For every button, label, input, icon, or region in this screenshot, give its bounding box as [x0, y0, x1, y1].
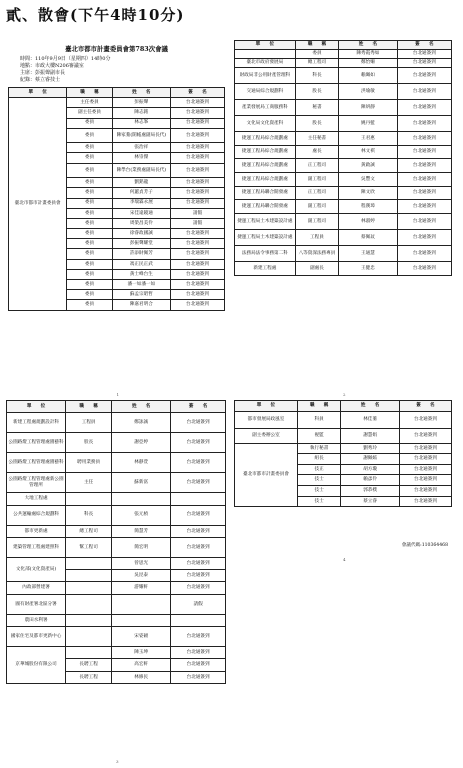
table-row — [7, 614, 226, 626]
col-title: 職 稱 — [295, 41, 338, 50]
table-cell — [66, 594, 112, 614]
table-row — [7, 525, 226, 537]
table-cell: 周榮昌美伶 — [112, 218, 170, 228]
attendance-table — [234, 400, 452, 507]
table-cell: 科長 — [66, 505, 112, 525]
table-row — [235, 246, 452, 262]
table-cell: 八等資深法務專員 — [295, 246, 338, 262]
col-sign: 簽 名 — [399, 401, 451, 412]
table-cell: 台北通簽到 — [397, 200, 451, 214]
table-cell: 文化部(文化資產局) — [7, 557, 66, 582]
table-cell: 台北通簽到 — [397, 50, 451, 59]
table-cell: 請假 — [170, 218, 224, 228]
table-cell: 委員 — [67, 208, 112, 218]
table-cell: 科員 — [297, 411, 340, 428]
col-sign: 簽 名 — [397, 41, 451, 50]
table-cell: 委員 — [67, 178, 112, 188]
table-cell: 臺北市都市計畫委員會 — [235, 443, 298, 507]
table-cell: 建築管理工程處建照科 — [7, 537, 66, 557]
table-cell: 台北通簽到 — [171, 570, 226, 582]
table-header — [235, 401, 452, 412]
table-cell: 王健忠 — [339, 262, 398, 276]
table-cell: 產業發展局工商服務科 — [235, 100, 296, 116]
table-cell: 台北通簽到 — [171, 525, 226, 537]
table-cell: 張治祥 — [112, 143, 170, 153]
table-cell: 委員 — [67, 280, 112, 290]
table-cell: 台北通簽到 — [170, 178, 224, 188]
table-cell: 農田水利署 — [7, 614, 66, 626]
table-cell: 台北通簽到 — [170, 280, 224, 290]
table-cell: 曾思光 — [112, 557, 171, 569]
table-cell: 陳秀霞秀如 — [339, 50, 398, 59]
table-cell: 主任委員 — [67, 98, 112, 108]
table-cell: 文化局文化資產科 — [235, 116, 296, 132]
table-cell: 台北通簽到 — [397, 173, 451, 187]
table-cell: 委員 — [67, 218, 112, 228]
table-cell: 林淑婷 — [339, 214, 398, 230]
table-cell: 台北通簽到 — [397, 262, 451, 276]
table-row — [235, 159, 452, 173]
table-cell: 副處長 — [295, 262, 338, 276]
table-cell: 郭恭樸 — [341, 485, 400, 496]
table-cell: 副主任委員 — [67, 108, 112, 118]
table-cell: 馮正民正武 — [112, 259, 170, 269]
table-cell: 許添財佩芳 — [112, 249, 170, 259]
page-number: 2 — [343, 392, 346, 397]
table-header — [235, 41, 452, 50]
table-cell: 台北通簽到 — [170, 229, 224, 239]
table-cell: 台北通簽到 — [397, 84, 451, 100]
table-cell: 公園路燈工程管理處園藝科 — [7, 453, 66, 473]
table-row — [235, 116, 452, 132]
table-cell: 捷運工程局土木建築設計處 — [235, 214, 296, 230]
table-cell: 台北通簽到 — [399, 485, 451, 496]
table-cell: 委員 — [67, 249, 112, 259]
table-cell: 蔡佩玟 — [339, 230, 398, 246]
table-cell: 林佳蓁 — [341, 411, 400, 428]
table-cell: 簡慧芳 — [112, 525, 171, 537]
table-cell: 台北通簽到 — [397, 186, 451, 200]
table-cell: 長聘工程 — [66, 671, 112, 683]
table-cell: 台北通簽到 — [170, 259, 224, 269]
table-cell: 副工程司 — [295, 173, 338, 187]
table-cell: 王通慧 — [339, 246, 398, 262]
table-cell: 游耀軒 — [112, 582, 171, 594]
table-cell: 公園路燈工程管理處新公園管理所 — [7, 473, 66, 493]
col-title: 職 稱 — [67, 88, 112, 98]
table-cell: 潘一如潘一如 — [112, 280, 170, 290]
table-row — [235, 84, 452, 100]
table-cell: 台北通簽到 — [170, 188, 224, 198]
table-cell: 委員 — [67, 118, 112, 128]
table-cell: 組長 — [297, 454, 340, 465]
table-cell: 台北通簽到 — [171, 671, 226, 683]
attendance-table — [8, 87, 225, 311]
table-row — [7, 582, 226, 594]
table-cell: 彭振聲 — [112, 98, 170, 108]
table-cell: 委員 — [295, 50, 338, 59]
table-cell: 幫工程司 — [66, 537, 112, 557]
table-row — [7, 557, 226, 569]
table-cell: 股長 — [295, 116, 338, 132]
table-cell: 委員 — [67, 300, 112, 310]
table-cell: 陳妍靜 — [339, 100, 398, 116]
table-cell: 台北通簽到 — [171, 647, 226, 659]
table-cell: 請假 — [171, 594, 226, 614]
attendance-page-4 — [234, 400, 452, 560]
table-cell: 宋姿穎 — [112, 627, 171, 647]
table-row — [235, 230, 452, 246]
table-cell: 簡宏明 — [112, 537, 171, 557]
table-cell: 台北通簽到 — [397, 214, 451, 230]
table-cell: 委員 — [67, 128, 112, 143]
table-row — [235, 68, 452, 84]
col-name: 姓 名 — [339, 41, 398, 50]
table-cell: 台北通簽到 — [171, 453, 226, 473]
table-cell: 台北通簽到 — [171, 413, 226, 433]
table-cell — [66, 582, 112, 594]
table-cell: 台北通簽到 — [171, 627, 226, 647]
table-cell: 蘇新富 — [112, 473, 171, 493]
table-cell: 臺北市政府發展局 — [235, 59, 296, 68]
page-heading: 貳、散會(下午4時10分) — [6, 6, 185, 24]
table-cell — [66, 614, 112, 626]
table-cell: 林修民 — [112, 671, 171, 683]
page-number: 4 — [343, 557, 346, 562]
table-cell: 台北通簽到 — [397, 100, 451, 116]
meeting-meta — [20, 56, 225, 84]
table-cell: 洪瑜敏 — [339, 84, 398, 100]
attendance-page-2 — [234, 40, 452, 395]
table-cell: 捷運工程局聯合開發處 — [235, 186, 296, 200]
table-cell: 工程員 — [66, 413, 112, 433]
table-cell: 黃士峰台生 — [112, 269, 170, 279]
col-unit: 單 位 — [235, 401, 298, 412]
meeting-title: 臺北市都市計畫委員會第783次會議 — [65, 45, 168, 53]
table-cell: 台北通簽到 — [397, 68, 451, 84]
table-cell: 台北通簽到 — [170, 118, 224, 128]
table-row — [235, 50, 452, 59]
table-cell: 都市發展局政風室 — [235, 411, 298, 428]
table-row — [235, 411, 452, 428]
table-cell: 副工程司 — [295, 214, 338, 230]
table-cell — [112, 594, 171, 614]
table-cell: 臺北市都市計畫委員會 — [9, 98, 67, 310]
col-name: 姓 名 — [112, 401, 171, 413]
table-cell: 處長 — [295, 145, 338, 159]
table-cell: 新建工程處規劃設計科 — [7, 413, 66, 433]
table-row — [235, 443, 452, 454]
table-cell: 執行秘書 — [297, 443, 340, 454]
table-cell: 長聘工程 — [66, 659, 112, 671]
table-cell: 技士 — [297, 475, 340, 486]
table-cell: 林文祺 — [339, 145, 398, 159]
table-row — [235, 186, 452, 200]
table-cell — [171, 493, 226, 505]
table-cell: 台北通簽到 — [171, 537, 226, 557]
col-unit: 單 位 — [7, 401, 66, 413]
col-unit: 單 位 — [235, 41, 296, 50]
table-cell: 台北通簽到 — [399, 496, 451, 507]
table-cell: 陳玉坤 — [112, 647, 171, 659]
table-cell: 林靜萱 — [112, 453, 171, 473]
table-row — [7, 413, 226, 433]
table-cell — [66, 647, 112, 659]
col-name: 姓 名 — [112, 88, 170, 98]
table-cell: 蔡立睿 — [341, 496, 400, 507]
page-number: 3 — [116, 759, 119, 764]
table-cell: 新建工程處 — [235, 262, 296, 276]
table-cell: 台北通簽到 — [399, 464, 451, 475]
attendance-page-1 — [8, 40, 225, 395]
table-cell: 林志峯 — [112, 118, 170, 128]
table-cell: 謝慧娟 — [341, 428, 400, 443]
table-row — [235, 214, 452, 230]
table-row — [235, 132, 452, 146]
table-cell: 委員 — [67, 290, 112, 300]
table-cell: 鄭怡姍 — [339, 59, 398, 68]
table-row — [235, 173, 452, 187]
table-cell: 黃啟誠 — [339, 159, 398, 173]
table-cell: 台北通簽到 — [399, 411, 451, 428]
table-cell: 台北通簽到 — [171, 557, 226, 569]
table-cell: 林崇傑 — [112, 153, 170, 163]
table-cell: 台北通簽到 — [399, 475, 451, 486]
table-cell: 捷運工程局土木建築設計處 — [235, 230, 296, 246]
table-cell: 法務局法令事務第二科 — [235, 246, 296, 262]
table-header — [7, 401, 226, 413]
table-cell: 姚丹藍 — [339, 116, 398, 132]
table-cell: 委員 — [67, 198, 112, 208]
table-row — [7, 505, 226, 525]
table-cell: 委員 — [67, 259, 112, 269]
table-cell: 台北通簽到 — [397, 132, 451, 146]
table-row — [235, 59, 452, 68]
table-cell: 台北通簽到 — [397, 59, 451, 68]
table-row — [7, 627, 226, 647]
table-cell — [66, 493, 112, 505]
table-cell: 陳嘉君明合 — [112, 300, 170, 310]
table-cell: 徐睿政國誠 — [112, 229, 170, 239]
table-cell: 台北通簽到 — [170, 128, 224, 143]
table-cell: 吳昆泰 — [112, 570, 171, 582]
table-cell: 國家住宅及都市更新中心 — [7, 627, 66, 647]
col-title: 職 稱 — [66, 401, 112, 413]
table-cell: 技士 — [297, 485, 340, 496]
table-cell: 台北通簽到 — [170, 290, 224, 300]
table-cell: 王君惠 — [339, 132, 398, 146]
table-cell: 台北通簽到 — [171, 582, 226, 594]
table-cell: 台北通簽到 — [170, 108, 224, 118]
table-cell — [112, 614, 171, 626]
table-cell: 高宏軒 — [112, 659, 171, 671]
table-row — [7, 473, 226, 493]
table-row — [7, 453, 226, 473]
table-cell: 台北通簽到 — [170, 239, 224, 249]
table-cell: 何蕙貞芳子 — [112, 188, 170, 198]
page-number: 1 — [116, 392, 120, 397]
meta-place: 地點：市政大樓N206審議室 — [20, 63, 84, 69]
table-row — [7, 594, 226, 614]
table-cell: 台北通簽到 — [397, 145, 451, 159]
table-cell: 捷運工程局聯合開發處 — [235, 200, 296, 214]
table-cell: 台北通簽到 — [397, 230, 451, 246]
table-cell — [235, 50, 296, 59]
table-cell: 台北通簽到 — [171, 473, 226, 493]
table-cell: 副工程司 — [295, 200, 338, 214]
table-cell: 主任秘書 — [295, 132, 338, 146]
table-cell: 都市更新處 — [7, 525, 66, 537]
table-row — [7, 433, 226, 453]
table-cell: 公共運輸處綜合規劃科 — [7, 505, 66, 525]
table-cell — [66, 570, 112, 582]
table-cell: 大地工程處 — [7, 493, 66, 505]
meta-time: 時間：110年9月9日（星期四）14時0分 — [20, 56, 111, 62]
table-cell: 蘇孟宗昭哲 — [112, 290, 170, 300]
table-cell: 台北通簽到 — [399, 443, 451, 454]
table-cell: 股長 — [295, 84, 338, 100]
table-cell: 台北通簽到 — [170, 198, 224, 208]
col-title: 職 稱 — [297, 401, 340, 412]
table-cell: 陳文欣 — [339, 186, 398, 200]
table-cell: 股長 — [66, 433, 112, 453]
table-cell: 交通局綜合規劃科 — [235, 84, 296, 100]
table-cell: 請假 — [170, 208, 224, 218]
table-row — [235, 428, 452, 443]
table-cell: 委員 — [67, 143, 112, 153]
table-cell: 台北通簽到 — [170, 153, 224, 163]
table-cell — [66, 557, 112, 569]
table-cell: 委員 — [67, 153, 112, 163]
table-cell: 委員 — [67, 239, 112, 249]
table-cell: 捷運工程局綜合規劃處 — [235, 145, 296, 159]
table-row — [235, 100, 452, 116]
table-cell: 聘用業務員 — [66, 453, 112, 473]
table-cell: 劉銘龍 — [112, 178, 170, 188]
table-cell: 台北通簽到 — [171, 505, 226, 525]
table-cell: 京華城股份有限公司 — [7, 647, 66, 684]
table-cell: 國有財產署北區分署 — [7, 594, 66, 614]
table-row — [235, 145, 452, 159]
table-cell: 陳志銘 — [112, 108, 170, 118]
table-cell: 胡方瓊 — [341, 464, 400, 475]
table-cell: 彭振聲耀堂 — [112, 239, 170, 249]
table-row — [7, 647, 226, 659]
table-cell: 吳豐文 — [339, 173, 398, 187]
table-cell: 謝佩嫣 — [341, 454, 400, 465]
table-cell: 工程員 — [295, 230, 338, 246]
col-name: 姓 名 — [341, 401, 400, 412]
meta-recorder: 紀錄：蔡立睿技士 — [20, 77, 61, 83]
table-cell: 科長 — [295, 68, 338, 84]
table-cell: 台北通簽到 — [171, 433, 226, 453]
table-cell: 台北通簽到 — [170, 163, 224, 178]
table-cell: 委員 — [67, 269, 112, 279]
table-row — [7, 493, 226, 505]
meta-chair: 主席：彭振聲副市長 — [20, 70, 66, 76]
table-cell: 委員 — [67, 163, 112, 178]
table-cell: 秘書 — [295, 100, 338, 116]
table-cell: 台北通簽到 — [399, 428, 451, 443]
table-cell: 正工程司 — [295, 159, 338, 173]
table-cell: 副主委辦公室 — [235, 428, 298, 443]
table-cell: 主任 — [66, 473, 112, 493]
col-sign: 簽 名 — [171, 401, 226, 413]
col-unit: 單 位 — [9, 88, 67, 98]
table-cell: 捷運工程局綜合規劃處 — [235, 159, 296, 173]
table-cell: 台北通簽到 — [397, 116, 451, 132]
table-cell: 賴彥伶 — [341, 475, 400, 486]
table-cell: 賴珮如 — [339, 68, 398, 84]
table-cell: 台北通簽到 — [397, 246, 451, 262]
meeting-code: 會議代碼:110364468 — [401, 543, 448, 548]
table-cell: 公園路燈工程管理處園藝科 — [7, 433, 66, 453]
table-row — [7, 537, 226, 557]
table-cell: 李瑞霖永展 — [112, 198, 170, 208]
table-cell: 陳學台(業務處副局長代) — [112, 163, 170, 178]
attendance-page-3 — [6, 400, 226, 762]
table-row — [235, 200, 452, 214]
table-cell: 陳家蓁(開帳處副局長代) — [112, 128, 170, 143]
table-cell: 捷運工程局綜合規劃處 — [235, 132, 296, 146]
table-row — [235, 262, 452, 276]
table-cell: 正工程司 — [295, 186, 338, 200]
table-cell: 台北通簽到 — [171, 659, 226, 671]
table-cell: 程漢璋 — [339, 200, 398, 214]
table-cell: 技正 — [297, 464, 340, 475]
table-cell — [66, 627, 112, 647]
table-cell: 總工程司 — [66, 525, 112, 537]
table-cell: 技士 — [297, 496, 340, 507]
table-cell: 台北通簽到 — [170, 269, 224, 279]
attendance-table — [6, 400, 226, 684]
table-cell: 視監 — [297, 428, 340, 443]
table-cell: 張元楨 — [112, 505, 171, 525]
table-cell: 台北通簽到 — [397, 159, 451, 173]
table-cell: 委員 — [67, 229, 112, 239]
table-cell: 宋佳遠鏡通 — [112, 208, 170, 218]
table-cell: 台北通簽到 — [170, 143, 224, 153]
col-sign: 簽 名 — [170, 88, 224, 98]
table-cell: 財政局非公用財產管理科 — [235, 68, 296, 84]
table-cell — [171, 614, 226, 626]
table-header — [9, 88, 225, 98]
table-cell: 總工程司 — [295, 59, 338, 68]
table-cell: 捷運工程局綜合規劃處 — [235, 173, 296, 187]
table-cell: 劉秀玲 — [341, 443, 400, 454]
table-cell: 委員 — [67, 188, 112, 198]
table-cell: 台北通簽到 — [399, 454, 451, 465]
table-cell: 台北通簽到 — [170, 300, 224, 310]
table-cell: 鄭詠誠 — [112, 413, 171, 433]
table-cell: 內政部營建署 — [7, 582, 66, 594]
table-cell — [112, 493, 171, 505]
table-row — [9, 98, 225, 108]
table-cell: 台北通簽到 — [170, 98, 224, 108]
table-cell: 台北通簽到 — [170, 249, 224, 259]
attendance-table — [234, 40, 452, 276]
table-cell: 謝亞婷 — [112, 433, 171, 453]
